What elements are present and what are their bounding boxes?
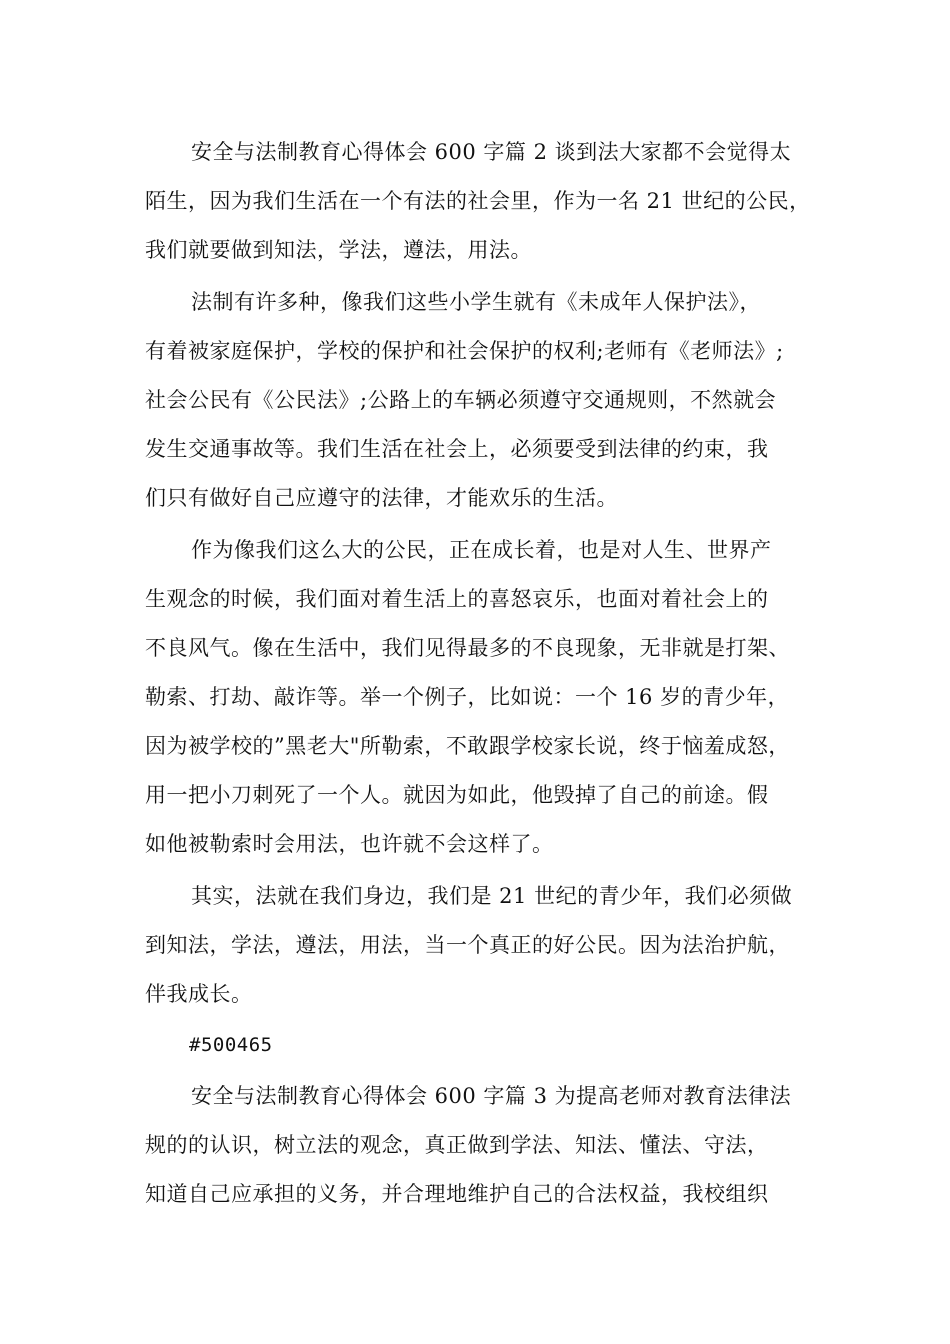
paragraph-5-line-1: 安全与法制教育心得体会 600 字篇 3 为提高老师对教育法律法 bbox=[191, 1084, 792, 1108]
paragraph-2-line-2: 有着被家庭保护，学校的保护和社会保护的权利;老师有《老师法》; bbox=[145, 339, 784, 363]
paragraph-3-line-7: 如他被勒索时会用法，也许就不会这样了。 bbox=[145, 832, 554, 856]
paragraph-3-line-1: 作为像我们这么大的公民，正在成长着，也是对人生、世界产 bbox=[191, 538, 772, 562]
paragraph-4-line-1: 其实，法就在我们身边，我们是 21 世纪的青少年，我们必须做 bbox=[191, 884, 793, 908]
paragraph-3-line-2: 生观念的时候，我们面对着生活上的喜怒哀乐，也面对着社会上的 bbox=[145, 587, 769, 611]
paragraph-3-line-6: 用一把小刀刺死了一个人。就因为如此，他毁掉了自己的前途。假 bbox=[145, 783, 769, 807]
paragraph-2-line-3: 社会公民有《公民法》;公路上的车辆必须遵守交通规则，不然就会 bbox=[145, 388, 777, 412]
paragraph-2-line-1: 法制有许多种，像我们这些小学生就有《未成年人保护法》， bbox=[191, 290, 761, 314]
paragraph-1-line-1: 安全与法制教育心得体会 600 字篇 2 谈到法大家都不会觉得太 bbox=[191, 140, 792, 164]
paragraph-4-line-2: 到知法，学法，遵法，用法，当一个真正的好公民。因为法治护航， bbox=[145, 933, 790, 957]
paragraph-2-line-4: 发生交通事故等。我们生活在社会上，必须要受到法律的约束，我 bbox=[145, 437, 769, 461]
paragraph-5-line-3: 知道自己应承担的义务，并合理地维护自己的合法权益，我校组织 bbox=[145, 1182, 769, 1206]
document-id-tag: #500465 bbox=[189, 1034, 273, 1056]
paragraph-1-line-3: 我们就要做到知法，学法，遵法，用法。 bbox=[145, 238, 532, 262]
paragraph-3-line-5: 因为被学校的”黑老大"所勒索，不敢跟学校家长说，终于恼羞成怒， bbox=[145, 734, 790, 758]
paragraph-1-line-2: 陌生，因为我们生活在一个有法的社会里，作为一名 21 世纪的公民， bbox=[145, 189, 811, 213]
paragraph-3-line-4: 勒索、打劫、敲诈等。举一个例子，比如说：一个 16 岁的青少年， bbox=[145, 685, 790, 709]
paragraph-4-line-3: 伴我成长。 bbox=[145, 982, 253, 1006]
paragraph-3-line-3: 不良风气。像在生活中，我们见得最多的不良现象，无非就是打架、 bbox=[145, 636, 790, 660]
paragraph-5-line-2: 规的的认识，树立法的观念，真正做到学法、知法、懂法、守法， bbox=[145, 1133, 769, 1157]
paragraph-2-line-5: 们只有做好自己应遵守的法律，才能欢乐的生活。 bbox=[145, 486, 618, 510]
